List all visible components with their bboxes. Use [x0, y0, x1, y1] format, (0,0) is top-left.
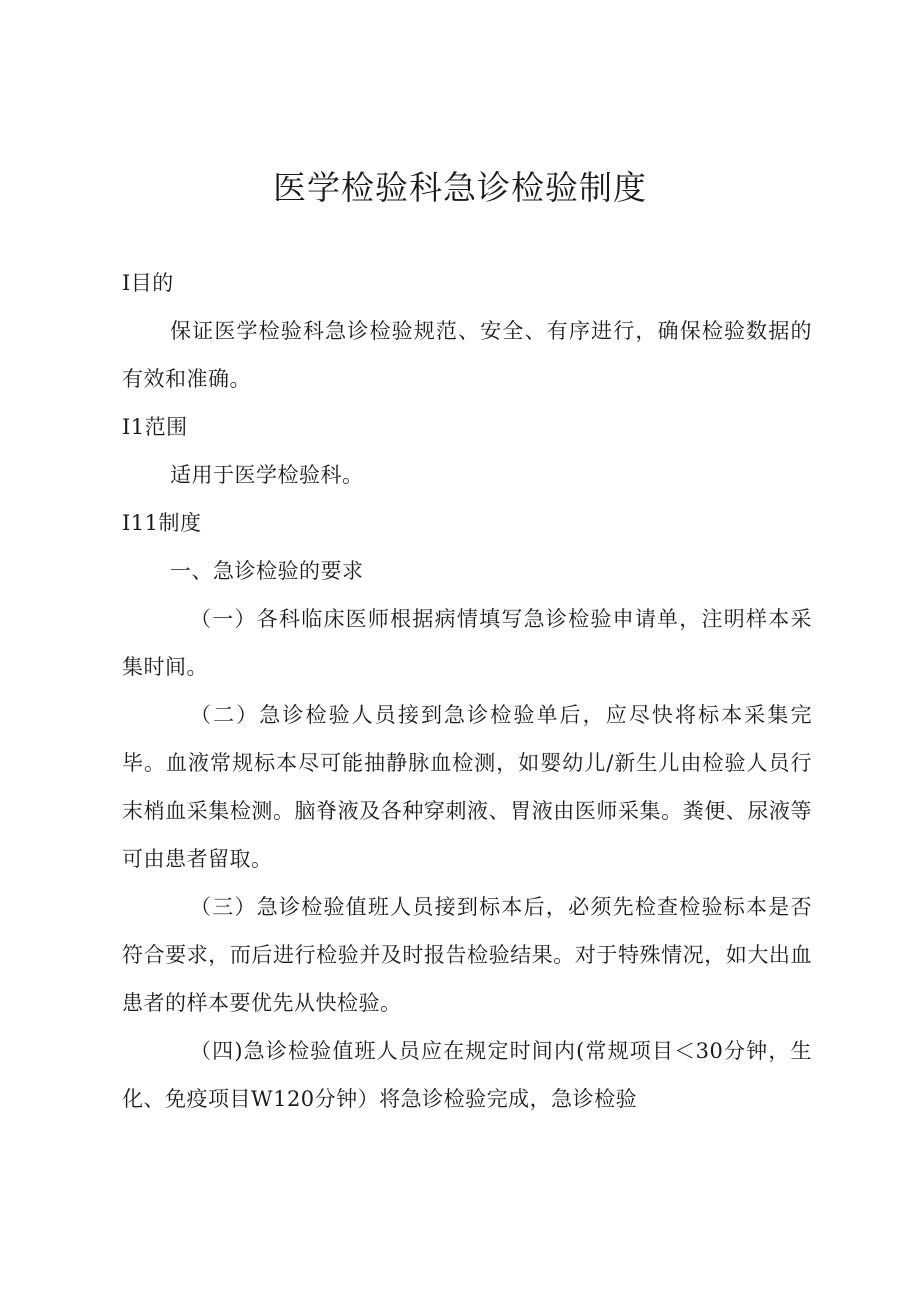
- policy-item-3: （三）急诊检验值班人员接到标本后，必须先检查检验标本是否符合要求，而后进行检验并及时报告检验结果。对于特殊情况，如大出血患者的样本要优先从快检验。: [122, 895, 812, 1015]
- policy-subheading-1: 一、急诊检验的要求: [170, 559, 364, 583]
- section-purpose-heading: I目的: [122, 271, 174, 295]
- policy-item-2: （二）急诊检验人员接到急诊检验单后，应尽快将标本采集完毕。血液常规标本尽可能抽静脉血检测，如婴幼儿/新生儿由检验人员行末梢血采集检测。脑脊液及各种穿刺液、胃液由医师采集。粪便、尿液等可由患者留取。: [122, 703, 812, 871]
- section-scope-heading: I1范围: [122, 415, 188, 439]
- policy-item-4: （四)急诊检验值班人员应在规定时间内(常规项目＜30分钟，生化、免疫项目W120分钟）将急诊检验完成，急诊检验: [122, 1039, 812, 1111]
- section-purpose-text: 保证医学检验科急诊检验规范、安全、有序进行，确保检验数据的有效和准确。: [122, 319, 812, 391]
- document-title: 医学检验科急诊检验制度: [273, 168, 647, 207]
- policy-item-1: （一）各科临床医师根据病情填写急诊检验申请单，注明样本采集时间。: [122, 607, 812, 679]
- section-policy-heading: I11制度: [122, 511, 202, 535]
- section-scope-text: 适用于医学检验科。: [170, 463, 364, 487]
